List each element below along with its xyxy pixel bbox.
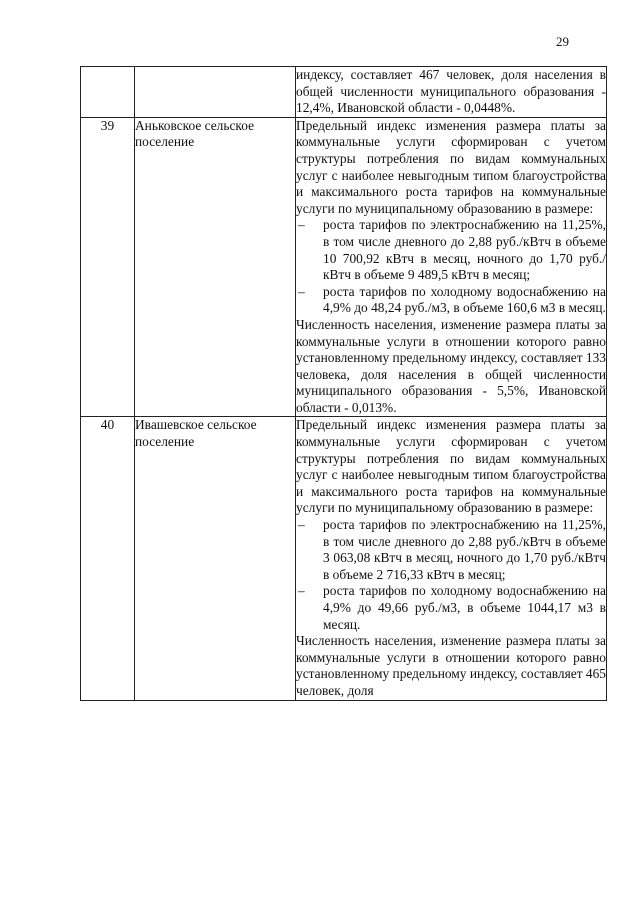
list-item-text: роста тарифов по электроснабжению на 11,25%, в том числе дневного до 2,88 руб./кВтч в объеме 10 700,92 кВтч в месяц, ночного до 1,70 руб./кВтч в объеме 9 489,5 кВтч в месяц; — [323, 217, 606, 283]
municipal-index-table — [80, 66, 607, 701]
table-row — [81, 417, 607, 700]
dash-bullet: – — [298, 517, 305, 533]
municipality-name-cell: Аньковское сельское поселение — [135, 117, 296, 417]
row-number-cell: 40 — [81, 417, 135, 700]
table-body — [81, 67, 607, 701]
tariff-list-item — [296, 217, 606, 283]
list-item-text: роста тарифов по электроснабжению на 11,25%, в том числе дневного до 2,88 руб./кВтч в объеме 3 063,08 кВтч в месяц, ночного до 1,70 руб./кВтч в объеме 2 716,33 кВтч в месяц; — [323, 517, 606, 582]
description-cell — [296, 117, 607, 417]
tariff-list-item — [296, 583, 606, 633]
table-row — [81, 117, 607, 417]
description-paragraph: Предельный индекс изменения размера платы за коммунальные услуги сформирован с учетом структуры потребления по видам коммунальных услуг с наиболее невыгодным типом благоустройства и максимального роста тарифов на коммунальные услуги по муниципальному образованию в размере: — [296, 117, 606, 216]
dash-bullet: – — [298, 583, 305, 599]
description-cell — [296, 417, 607, 700]
tariff-list-item — [296, 517, 606, 583]
dash-bullet: – — [298, 283, 305, 299]
description-paragraph: Численность населения, изменение размера платы за коммунальные услуги в отношении которого равно установленному предельному индексу, составляет 465 человек, доля — [296, 633, 606, 698]
row-number-cell: 39 — [81, 117, 135, 417]
municipality-name-cell: Ивашевское сельское поселение — [135, 417, 296, 700]
description-paragraph: Предельный индекс изменения размера платы за коммунальные услуги сформирован с учетом структуры потребления по видам коммунальных услуг с наиболее невыгодным типом благоустройства и максимального роста тарифов на коммунальные услуги по муниципальному образованию в размере: — [296, 417, 606, 516]
table-row — [81, 67, 607, 118]
description-cell — [296, 67, 607, 118]
tariff-list-item — [296, 284, 606, 317]
municipality-name-cell — [135, 67, 296, 118]
description-paragraph: Численность населения, изменение размера платы за коммунальные услуги в отношении которого равно установленному предельному индексу, составляет 133 человека, доля населения в общей численности муниципального образования - 5,5%, Ивановской области - 0,013%. — [296, 316, 606, 415]
list-item-text: роста тарифов по холодному водоснабжению на 4,9% до 49,66 руб./м3, в объеме 1044,17 м3 в месяц. — [323, 583, 606, 632]
dash-bullet: – — [298, 217, 305, 233]
description-paragraph: индексу, составляет 467 человек, доля населения в общей численности муниципального образования - 12,4%, Ивановской области - 0,0448%. — [296, 67, 606, 116]
page-number: 29 — [556, 34, 569, 49]
row-number-cell — [81, 67, 135, 118]
list-item-text: роста тарифов по холодному водоснабжению на 4,9% до 48,24 руб./м3, в объеме 160,6 м3 в месяц. — [323, 283, 606, 316]
